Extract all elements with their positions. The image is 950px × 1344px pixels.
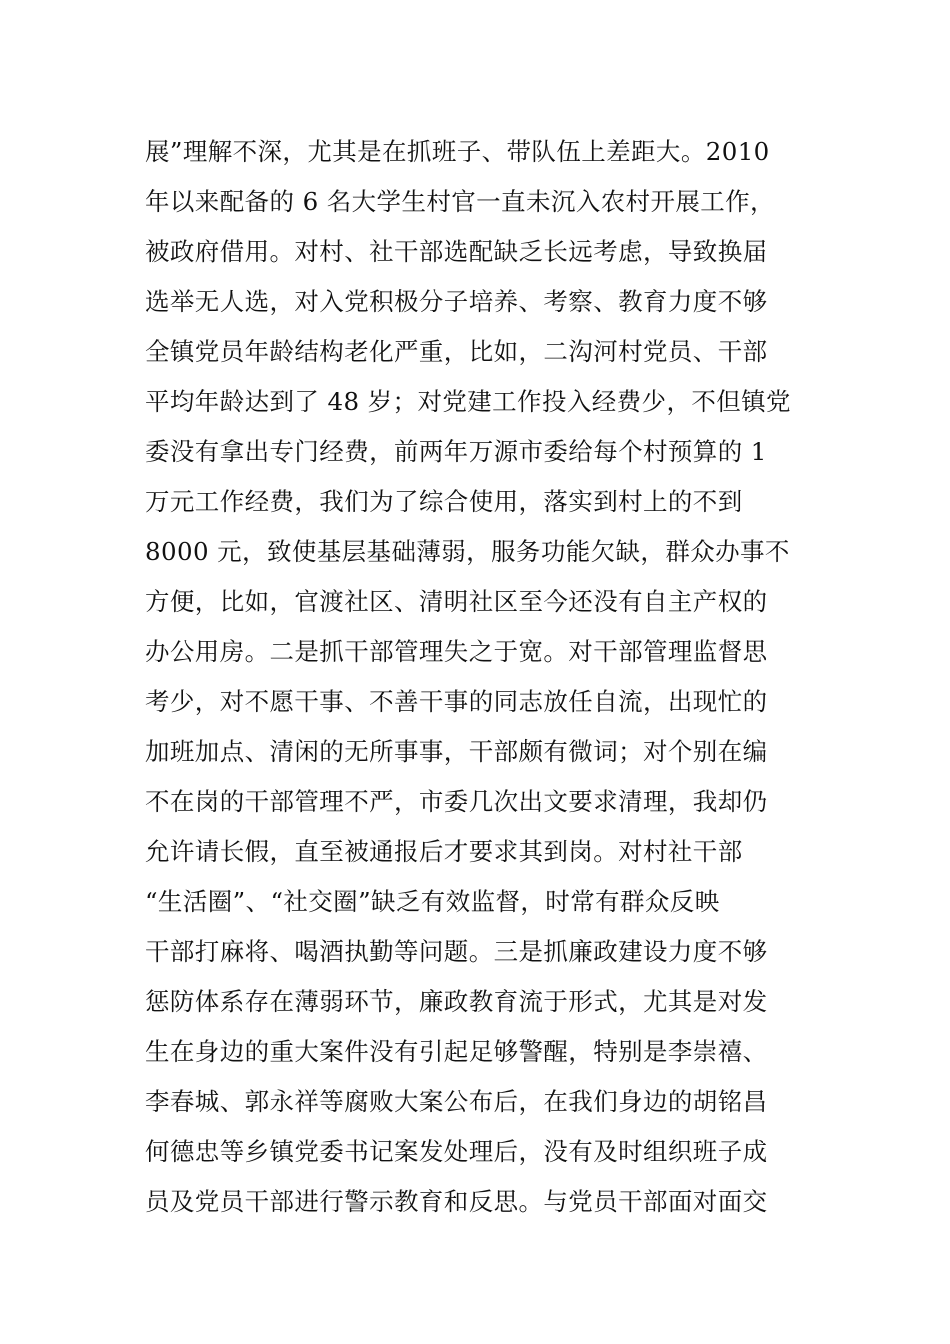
text-line: 办公用房。二是抓干部管理失之于宽。对干部管理监督思 — [145, 637, 768, 666]
text-line: 李春城、郭永祥等腐败大案公布后，在我们身边的胡铭昌 — [145, 1087, 768, 1116]
text-line: “生活圈”、“社交圈”缺乏有效监督，时常有群众反映 — [145, 887, 720, 916]
text-line: 考少，对不愿干事、不善干事的同志放任自流，出现忙的 — [145, 687, 768, 716]
text-line: 选举无人选，对入党积极分子培养、考察、教育力度不够 — [145, 287, 768, 316]
text-line: 允许请长假，直至被通报后才要求其到岗。对村社干部 — [145, 837, 743, 866]
text-line: 方便，比如，官渡社区、清明社区至今还没有自主产权的 — [145, 587, 768, 616]
text-line: 被政府借用。对村、社干部选配缺乏长远考虑，导致换届 — [145, 237, 768, 266]
text-line: 员及党员干部进行警示教育和反思。与党员干部面对面交 — [145, 1187, 768, 1216]
text-line: 展”理解不深，尤其是在抓班子、带队伍上差距大。2010 — [145, 137, 770, 166]
text-line: 生在身边的重大案件没有引起足够警醒，特别是李崇禧、 — [145, 1037, 768, 1066]
text-line: 万元工作经费，我们为了综合使用，落实到村上的不到 — [145, 487, 743, 516]
body-text — [145, 127, 815, 1227]
text-line: 委没有拿出专门经费，前两年万源市委给每个村预算的 1 — [145, 437, 767, 466]
text-line: 惩防体系存在薄弱环节，廉政教育流于形式，尤其是对发 — [145, 987, 768, 1016]
text-line: 年以来配备的 6 名大学生村官一直未沉入农村开展工作， — [145, 187, 775, 216]
text-line: 8000 元，致使基层基础薄弱，服务功能欠缺，群众办事不 — [145, 537, 790, 566]
text-line: 全镇党员年龄结构老化严重，比如，二沟河村党员、干部 — [145, 337, 768, 366]
text-line: 干部打麻将、喝酒执勤等问题。三是抓廉政建设力度不够 — [145, 937, 768, 966]
text-line: 何德忠等乡镇党委书记案发处理后，没有及时组织班子成 — [145, 1137, 768, 1166]
text-line: 不在岗的干部管理不严，市委几次出文要求清理，我却仍 — [145, 787, 768, 816]
text-line: 平均年龄达到了 48 岁；对党建工作投入经费少，不但镇党 — [145, 387, 791, 416]
text-line: 加班加点、清闲的无所事事，干部颇有微词；对个别在编 — [145, 737, 768, 766]
